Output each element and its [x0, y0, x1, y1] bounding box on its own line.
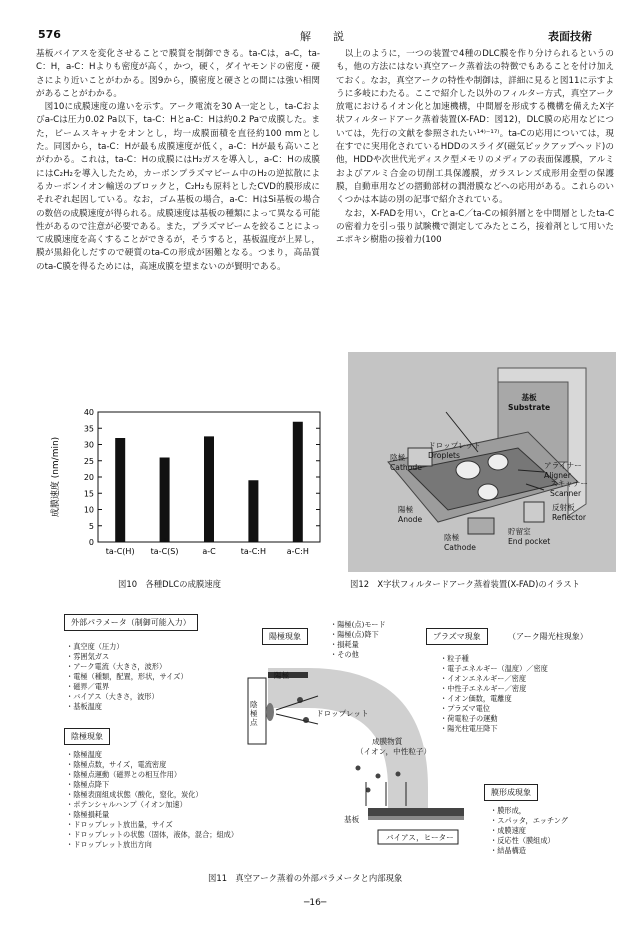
label-substrate: 基板 Substrate: [508, 393, 551, 412]
left-paragraph-1: 基板バイアスを変化させることで膜質を制御できる。ta-Cは，a-C，ta-C：H，a-C：Hよりも密度が高く，かつ，硬く，ダイヤモンドの密度・硬さにより近いことがわかる。図9から，膜密度と硬さとの間には強い相関があることがわかる。: [36, 49, 320, 99]
bar-ta-c-s-: [160, 458, 170, 543]
y-tick-label: 0: [88, 538, 94, 547]
y-tick-label: 5: [88, 521, 94, 531]
x-tick-label: ta-C:H: [240, 547, 267, 556]
bar-ta-c-h-: [115, 438, 125, 542]
external-params-title: 外部パラメータ（制御可能入力）: [64, 614, 198, 631]
y-tick-label: 25: [83, 456, 94, 466]
fig12-caption: 図12 X字状フィルタードアーク蒸着装置(X-FAD)のイラスト: [350, 579, 580, 589]
anode-phenomena-list: ・ 陽極(点)モード ・ 陽極(点)降下 ・ 損耗量 ・ その他: [330, 620, 386, 660]
diagram-anode-label: 陽極: [274, 671, 290, 680]
journal-name: 表面技術: [548, 30, 592, 43]
diagram-droplet-label: ドロップレット: [316, 709, 369, 718]
diagram-substrate-label: 基板: [344, 815, 360, 824]
y-tick-label: 40: [83, 408, 94, 417]
label-scanner: スキャナー Scanner: [550, 479, 588, 498]
diagram-bias-label: バイアス，ヒーター: [386, 833, 454, 842]
film-formation-list: ・ 膜形成， ・ スパッタ，エッチング ・ 成膜速度 ・ 反応性（膜組成） ・ 結晶構造: [490, 806, 568, 856]
label-droplets: ドロップレット Droplets: [428, 441, 481, 460]
fig10-caption: 図10 各種DLCの成膜速度: [118, 579, 221, 589]
y-tick-label: 35: [83, 424, 94, 434]
film-formation-title: 膜形成現象: [484, 784, 538, 801]
external-params-list: ・ 真空度（圧力） ・ 雰囲気ガス ・ アーク電流（大きさ，波形） ・ 電極（種類，配置，形状，サイズ） ・ 磁界／電界 ・ バイアス（大きさ，波形） ・ 基板温度: [66, 642, 188, 712]
bar-ta-c-h: [248, 480, 258, 542]
left-column: [36, 48, 320, 274]
right-paragraph-2: なお，X-FADを用い，Crとa-C／ta-Cの傾斜層とを中間層としたta-Cの密着力を引っ張り試験機で測定してみたところ，接着剤として用いたエポキシ樹脂の接着力(100: [336, 208, 614, 246]
label-anode: 陽極 Anode: [398, 505, 423, 524]
y-tick-label: 10: [83, 505, 94, 515]
left-paragraph-2: 図10に成膜速度の違いを示す。アーク電流を30 A一定とし，ta-Cおよびa-Cは圧力0.02 Pa以下，ta-C：Hとa-C：Hは約0.2 Paで成膜した。また，ビームスキャナをオンとし，均一成膜面積を直径約100 mmとした。同図から，ta-C：Hが最も成膜速度が低く，a-C：Hが最も高いことがわかる。これは，ta-C：Hの成膜にはH₂ガスを導入し，a-C：Hの成膜にはC₂H₂を導入したため，カーボンプラズマビーム中のH₂の逆拡散によるカーボンイオン輸送のブロックと，C₂H₂も原料としたCVD的膜形成にそれぞれ起因している。なお，ゴム基板の場合，a-C：HはSi基板の場合の数倍の成膜速度が得られる。成膜速度は基板の種類によって異なる可能性があるので注意が必要である。また，プラズマビームを絞ることによって成膜速度を高くすることができるが，そうすると，基板温度が上昇し，膜が黒鉛化しだすので硬質のta-Cの形成が困難となる。つまり，高品質のta-C膜を得るためには，高速成膜を望まないのが賢明である。: [36, 102, 320, 272]
label-cathode-1: 陰極 Cathode: [390, 453, 422, 472]
y-tick-label: 15: [83, 489, 94, 499]
plasma-phenomena-list: ・ 粒子種 ・ 電子エネルギー（温度）／密度 ・ イオンエネルギー／密度 ・ 中性子エネルギー／密度 ・ イオン価数，電離度 ・ プラズマ電位 ・ 荷電粒子の運動 ・ 陽光柱電圧降下: [440, 654, 548, 734]
fig12-illustration: [348, 352, 616, 572]
fig11-caption: 図11 真空アーク蒸着の外部パラメータと内部現象: [208, 873, 403, 883]
section-label: 解 説: [300, 30, 344, 43]
x-tick-label: a-C:H: [286, 547, 309, 556]
label-reflector: 反射板 Reflector: [552, 503, 586, 522]
bar-a-c: [204, 436, 214, 542]
y-tick-label: 20: [83, 473, 94, 482]
label-cathode-2: 陰極 Cathode: [444, 533, 476, 552]
x-tick-label: ta-C(S): [150, 547, 179, 556]
diagram-deposit-label: 成膜物質: [372, 737, 403, 746]
page-number: 576: [38, 28, 61, 41]
diagram-deposit-sub: （イオン，中性粒子）: [356, 747, 432, 756]
plasma-phenomena-title: プラズマ現象: [426, 628, 488, 645]
bar-a-c-h: [293, 422, 303, 542]
footer-page: ─16─: [304, 898, 327, 908]
x-tick-label: ta-C(H): [105, 547, 135, 556]
y-axis-label: 成膜速度 (nm/min): [51, 436, 61, 518]
fig10-chart: [40, 406, 330, 576]
anode-phenomena-title: 陽極現象: [262, 628, 308, 645]
right-column: [336, 48, 614, 247]
x-tick-label: a-C: [202, 547, 216, 556]
fig11-diagram: [30, 600, 620, 868]
plasma-phenomena-subtitle: （アーク陽光柱現象）: [508, 632, 588, 641]
cathode-phenomena-list: ・ 陰極温度 ・ 陰極点数，サイズ，電流密度 ・ 陰極点運動（磁界との相互作用） ・ 陰極点降下 ・ 陰極表面組成状態（酸化，窒化，炭化） ・ ポテンシャルハンプ（イオン加速） ・ 陰極損耗量 ・ ドロップレット放出量，サイズ ・ ドロップレットの状態（固体，液体，混合；組成） ・ ドロップレット放出方向: [66, 750, 238, 850]
y-tick-label: 30: [83, 440, 94, 450]
label-end-pocket: 貯留室 End pocket: [508, 527, 551, 546]
label-aligner: アライナー Aligner: [544, 461, 582, 480]
cathode-phenomena-title: 陰極現象: [64, 728, 110, 745]
diagram-cathode-spot-label: 陰極点: [250, 700, 258, 727]
right-paragraph-1: 以上のように，一つの装置で4種のDLC膜を作り分けられるというのも，他の方法にはない真空アーク蒸着法の特徴でもあることを付け加えておく。なお，真空アークの特性や制御は，詳細に見ると図11に示すように多岐にわたる。ここで紹介した以外のフィルター方式，真空アーク放電におけるイオン化と加速機構，中間層を形成する機構を備えたX字状フィルタードアーク蒸着装置(X-FAD：図12)，DLC膜の応用などについては，先行の文献を参照されたい¹⁴⁾⁻¹⁷⁾。ta-Cの応用については，現在すでに実用化されているHDDのスライダ(磁気ピックアップヘッド)の他，HDDや次世代光ディスク型メモリのメディアの表面保護膜，アルミおよびアルミ合金の切削工具保護膜，ガラスレンズ成形用金型の保護膜，自動車用などの摺動部材の潤滑膜などへの応用がある。これらのいくつかは本誌の別の記事で紹介されている。: [336, 49, 614, 206]
